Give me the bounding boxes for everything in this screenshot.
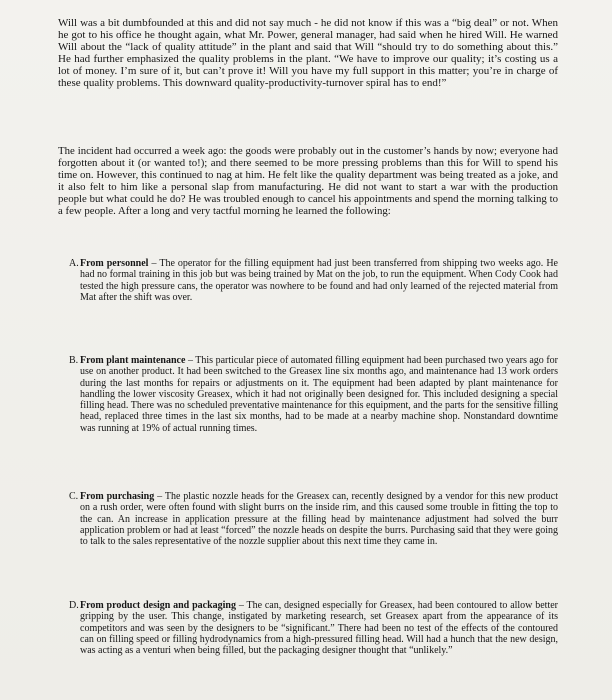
list-item-text: – The operator for the filling equipment had just been transferred from shipping two weeks ago. He had no formal training in this job but was being trained by Mat on the job, to run the equipment. When Cody Cook had tested the high pressure cans, the operator was nowhere to be found and had only learned of the rejected material from Mat after the shift was over. (80, 258, 558, 303)
list-item-heading: From purchasing (80, 491, 155, 502)
list-item-letter: A. (69, 258, 79, 269)
list-item-text: – The can, designed especially for Greasex, had been contoured to allow better gripping by the user. This change, instigated by marketing research, set Greasex apart from the appearance of its competitors and was seen by the designers to be “significant.” There had been no test of the effects of the contoured can on filling speed or filling hydrodynamics from a high-pressured filling head. Will had a hunch that the new design, was acting as a venturi when being filled, but the packaging designer thought that “unlikely.” (80, 600, 558, 657)
list-item-heading: From personnel (80, 258, 149, 269)
list-item-letter: D. (69, 600, 79, 611)
list-item-letter: B. (69, 355, 79, 366)
list-item-purchasing (69, 491, 558, 548)
list-item-product-design (69, 600, 558, 657)
list-item-heading: From plant maintenance (80, 355, 186, 366)
paragraph-intro: Will was a bit dumbfounded at this and did not say much - he did not know if this was a “big deal” or not. When he got to his office he thought again, what Mr. Power, general manager, had said when he hired Will. He warned Will about the “lack of quality attitude” in the plant and said that Will “should try to do something about this.” He had further emphasized the quality problems in the plant. “We have to improve our quality; it’s costing us a lot of money. I’m sure of it, but can’t prove it! Will you have my full support in this matter; you’re in charge of these quality problems. This downward quality-productivity-turnover spiral has to end!” (58, 17, 558, 90)
list-item-text: – The plastic nozzle heads for the Greasex can, recently designed by a vendor for this new product on a rush order, were often found with slight burrs on the inside rim, and this caused some trouble in fitting the top to the can. An increase in application pressure at the filling head by maintenance adjustment had solved the burr application problem or had at least “forced” the nozzle heads on despite the burrs. Purchasing said that they were going to talk to the sales representative of the nozzle supplier about this next time they came in. (80, 491, 558, 548)
list-item-plant-maintenance (69, 355, 558, 434)
paragraph-incident: The incident had occurred a week ago: the goods were probably out in the customer’s hands by now; everyone had forgotten about it (or wanted to!); and there seemed to be more pressing problems than this for Will to spend his time on. However, this continued to nag at him. He felt like the quality department was being treated as a joke, and it also felt to him like a personal slap from manufacturing. He did not want to start a war with the production people but what could he do? He was troubled enough to cancel his appointments and spend the morning talking to a few people. After a long and very tactful morning he learned the following: (58, 145, 558, 218)
list-item-personnel (69, 258, 558, 303)
list-item-heading: From product design and packaging (80, 600, 236, 611)
list-item-letter: C. (69, 491, 79, 502)
list-item-text: – This particular piece of automated filling equipment had been purchased two years ago for use on another product. It had been switched to the Greasex line six months ago, and maintenance had 13 work orders during the last months for repairs or adjustments on it. The equipment had been adapted by plant maintenance for handling the lower viscosity Greasex, which it had not originally been designed for. This included designing a special filling head. There was no scheduled preventative maintenance for this equipment, and the parts for the sensitive filling head, replaced three times in the last six months, had to be made at a nearby machine shop. Nonstandard downtime was running at 19% of actual running times. (80, 355, 558, 434)
